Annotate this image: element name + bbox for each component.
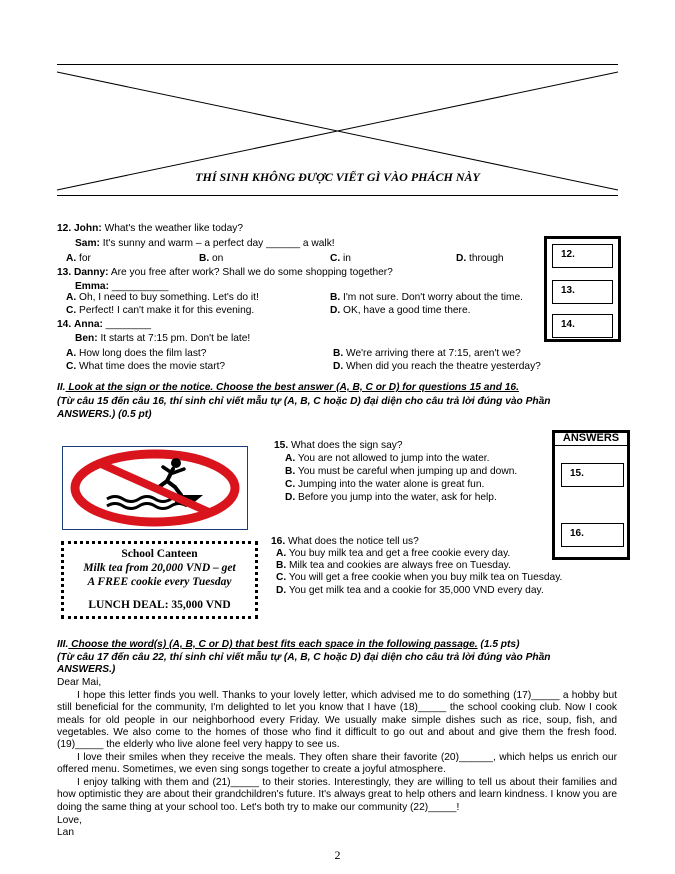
q13-line1: 13. Danny: Are you free after work? Shall we do some shopping together?	[57, 267, 393, 278]
letter-paragraph-1: I hope this letter finds you well. Thanks to your lovely letter, which advised me to do something (17)_____ a hobby but still beneficial for the community, I'm delighted to let you know that I have (18)_____ the school cooking club. Now I cook meals for old people in our neighborhood every Friday. We usually make simple dishes such as rice, soup, fish, and vegetables. We also come to the homes of those who find it difficult to go out and about and give them the fresh food. (19)_____ the elderly who live alone feel very happy to see us.	[57, 690, 617, 751]
page-number: 2	[334, 848, 341, 862]
q16-option-a: A. You buy milk tea and get a free cookie every day.	[276, 548, 511, 559]
q16-option-d: D. You get milk tea and a cookie for 35,000 VND every day.	[276, 585, 544, 596]
section3-note-2: ANSWERS.)	[57, 664, 116, 675]
q12-line1: 12. John: What's the weather like today?	[57, 223, 243, 234]
letter-signature: Lan	[57, 827, 74, 838]
q15-option-a: A. You are not allowed to jump into the water.	[285, 453, 490, 464]
q16-question: 16. What does the notice tell us?	[271, 536, 419, 547]
notice-title: School Canteen	[121, 548, 198, 560]
q15-option-d: D. Before you jump into the water, ask for help.	[285, 492, 497, 503]
q15-option-b: B. You must be careful when jumping up and down.	[285, 466, 518, 477]
q14-line1: 14. Anna: ________	[57, 319, 152, 330]
answer-box-12[interactable]: 12.	[552, 244, 613, 268]
notice-deal: LUNCH DEAL: 35,000 VND	[88, 599, 231, 611]
answer-box-13[interactable]: 13.	[552, 280, 613, 304]
q13-option-b: B. I'm not sure. Don't worry about the time.	[330, 292, 524, 303]
letter-greeting: Dear Mai,	[57, 677, 102, 688]
section2-note-1: (Từ câu 15 đến câu 16, thí sinh chỉ viết mẫu tự (A, B, C hoặc D) đại diện cho câu trả lời đúng vào Phần	[57, 396, 551, 407]
letter-closing: Love,	[57, 815, 82, 826]
header-warning: THÍ SINH KHÔNG ĐƯỢC VIẾT GÌ VÀO PHÁCH NÀY	[195, 170, 480, 184]
q12-option-d: D. through	[456, 253, 504, 264]
section3-note-1: (Từ câu 17 đến câu 22, thí sinh chỉ viết mẫu tự (A, B, C hoặc D) đại diện cho câu trả lời đúng vào Phần	[57, 652, 551, 663]
answer-box-15[interactable]: 15.	[561, 463, 624, 487]
q15-question: 15. What does the sign say?	[274, 440, 403, 451]
no-jumping-sign	[62, 446, 248, 530]
q15-option-c: C. Jumping into the water alone is great fun.	[285, 479, 485, 490]
q12-line2: Sam: It's sunny and warm – a perfect day ______ a walk!	[75, 238, 335, 249]
notice-line-2: A FREE cookie every Tuesday	[87, 576, 232, 588]
q14-option-b: B. We're arriving there at 7:15, aren't we?	[333, 348, 521, 359]
q13-option-c: C. Perfect! I can't make it for this evening.	[66, 305, 255, 316]
letter-paragraph-3: I enjoy talking with them and (21)_____ to their stories. Interestingly, they are willing to tell us about their families and how optimistic they are about their grandchildren's future. It's always great to help others and learn kindness. I know you are doing the same thing at your school too. Let's both try to make our community (22)_____!	[57, 777, 617, 813]
q12-option-b: B. on	[199, 253, 224, 264]
q13-option-d: D. OK, have a good time there.	[330, 305, 471, 316]
q16-option-b: B. Milk tea and cookies are always free on Tuesday.	[276, 560, 511, 571]
no-jumping-icon	[63, 447, 247, 529]
q16-option-c: C. You will get a free cookie when you buy milk tea on Tuesday.	[276, 572, 563, 583]
section2-note-2: ANSWERS.) (0.5 pt)	[57, 409, 152, 420]
section2-title: II. Look at the sign or the notice. Choose the best answer (A, B, C or D) for questions 15 and 16.	[57, 382, 519, 393]
q14-line2: Ben: It starts at 7:15 pm. Don't be late!	[75, 333, 251, 344]
letter-paragraph-2: I love their smiles when they receive the meals. They often share their favorite (20)______, which helps us enrich our offered menu. Sometimes, we even sing songs together to create a joyful atmosphere.	[57, 752, 617, 776]
notice-line-1: Milk tea from 20,000 VND – get	[83, 562, 236, 574]
q13-option-a: A. Oh, I need to buy something. Let's do it!	[66, 292, 259, 303]
q14-option-c: C. What time does the movie start?	[66, 361, 226, 372]
q14-option-d: D. When did you reach the theatre yesterday?	[333, 361, 541, 372]
q14-option-a: A. How long does the film last?	[66, 348, 207, 359]
q13-line2: Emma: __________	[75, 281, 169, 292]
q12-option-a: A. for	[66, 253, 91, 264]
answers-panel-title: ANSWERS	[555, 432, 627, 446]
section3-title: III. Choose the word(s) (A, B, C or D) that best fits each space in the following passage. (1.5 pts)	[57, 639, 520, 650]
q12-option-c: C. in	[330, 253, 351, 264]
answer-box-14[interactable]: 14.	[552, 314, 613, 338]
answer-box-16[interactable]: 16.	[561, 523, 624, 547]
